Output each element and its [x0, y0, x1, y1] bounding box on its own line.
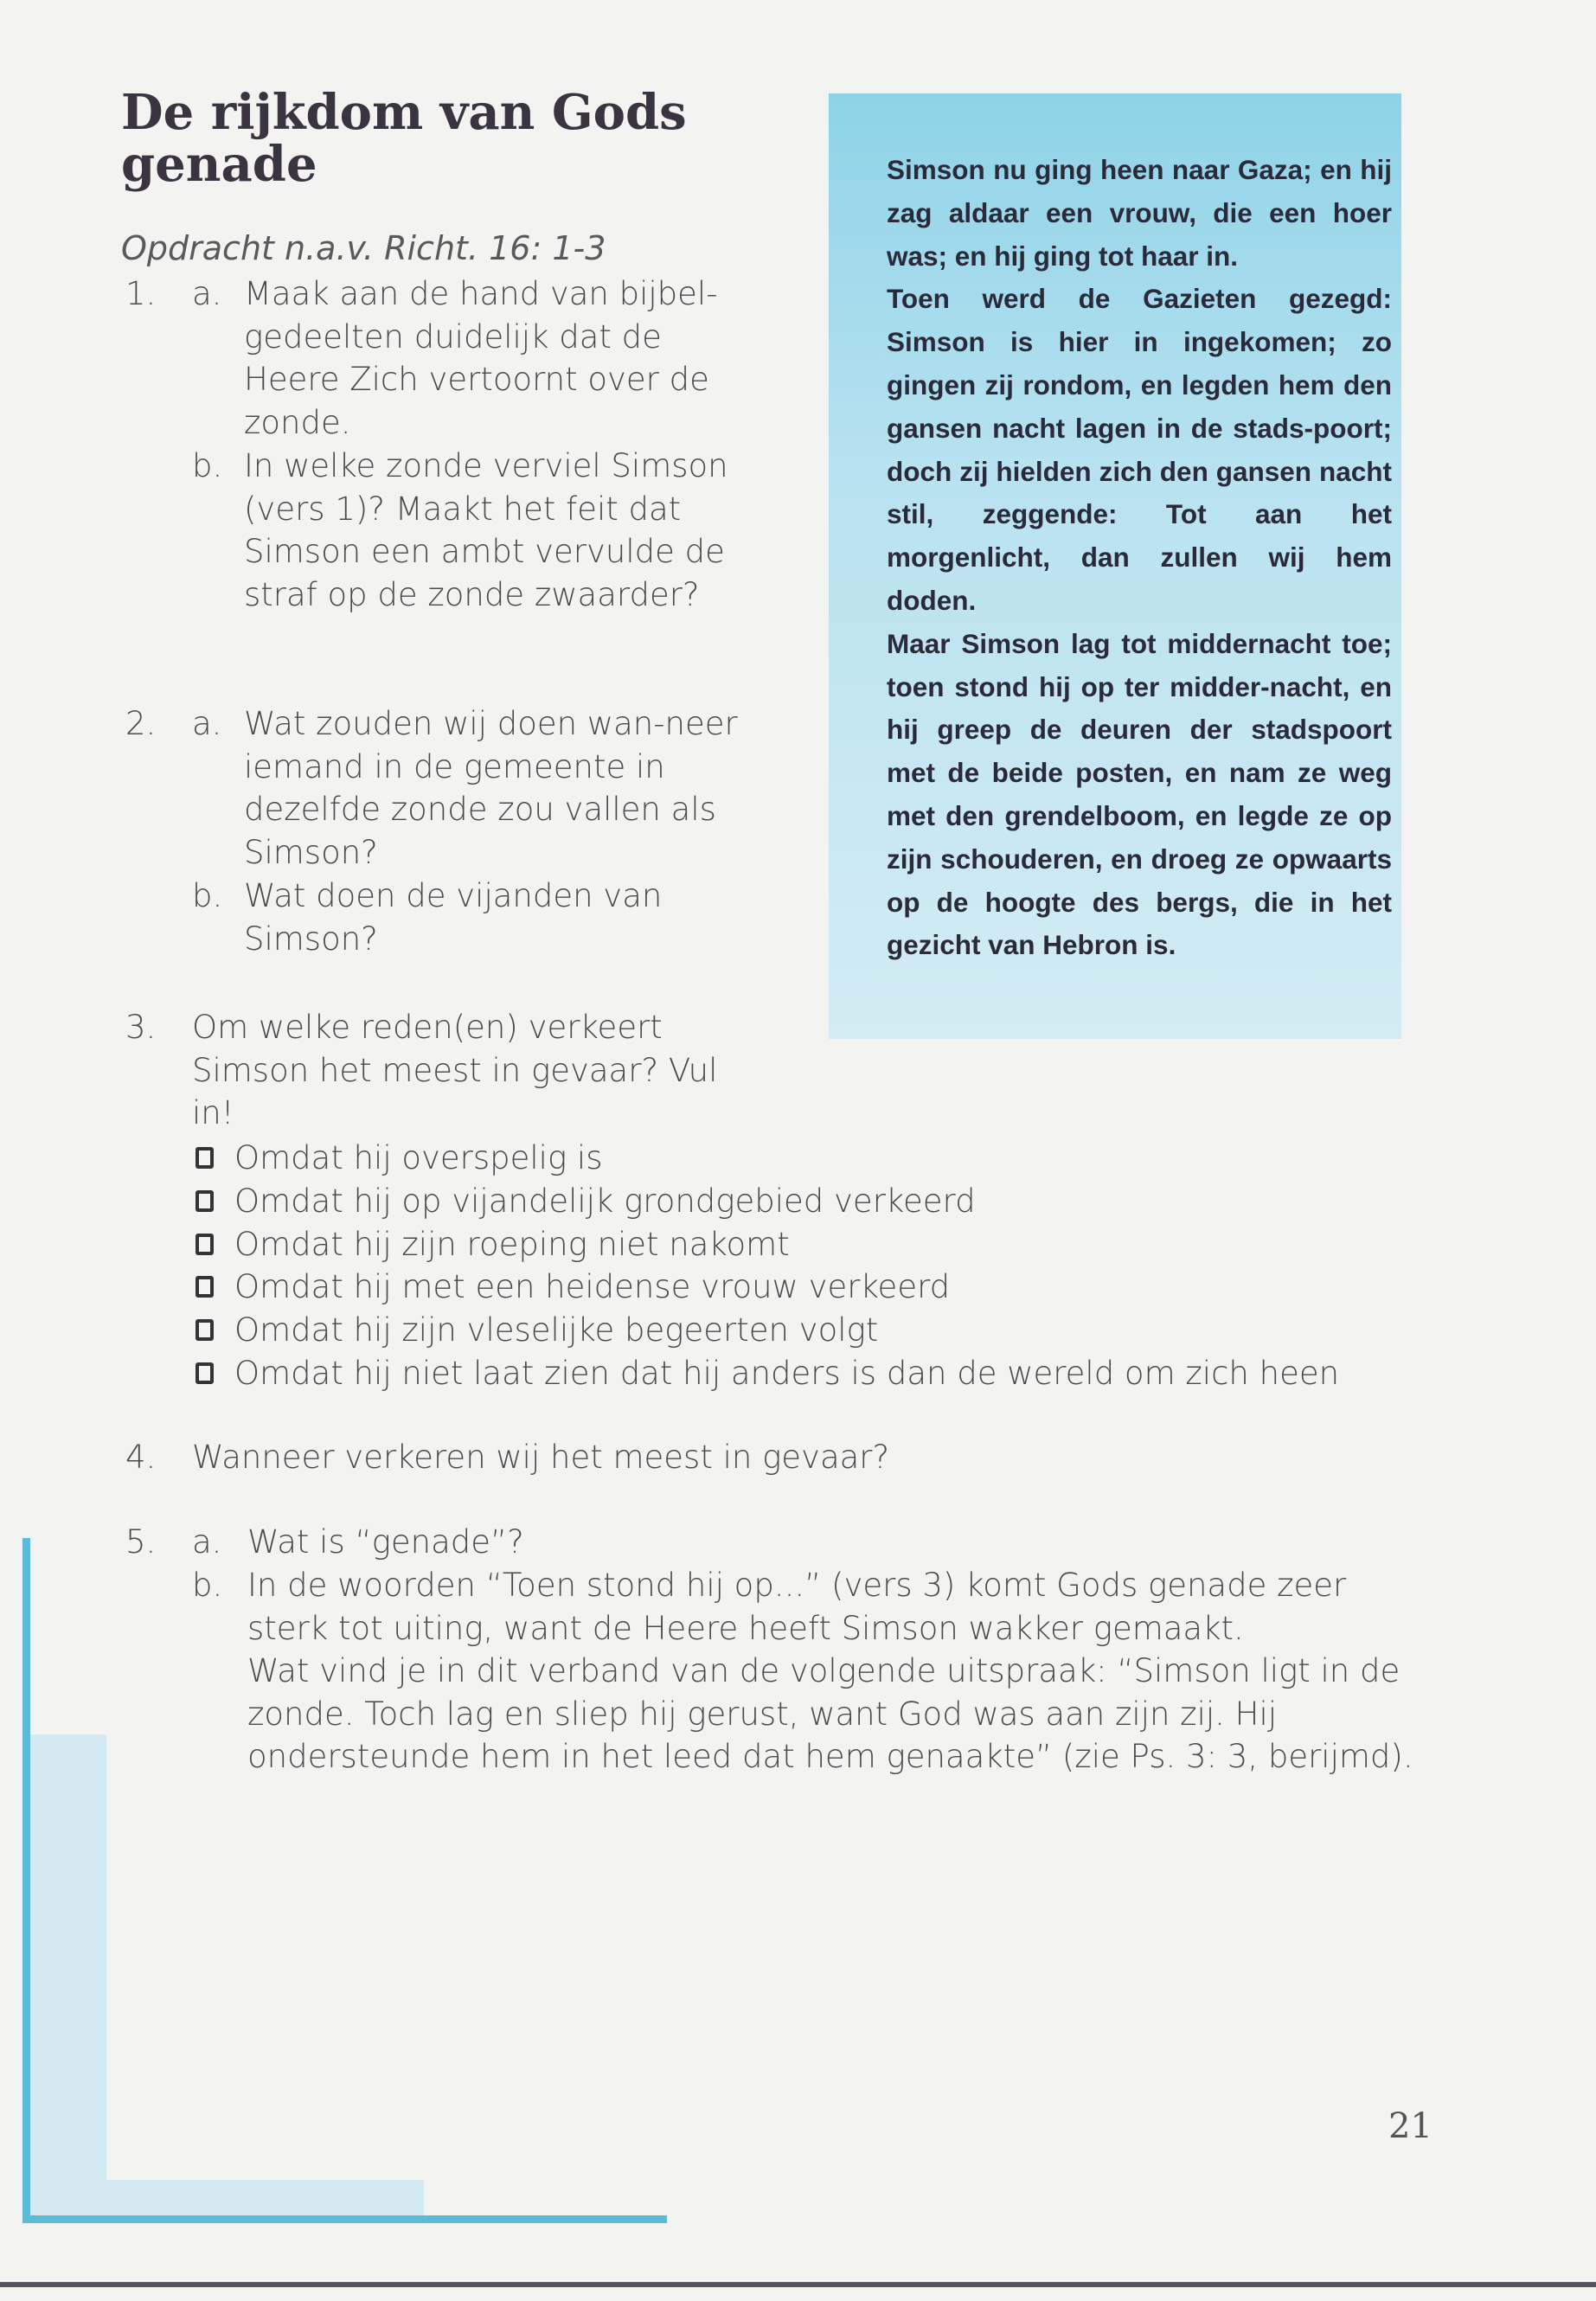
checkbox-option[interactable] — [192, 1222, 1472, 1266]
question-5b-text-continued: Wat vind je in dit verband van de volgende uitspraak: “Simson ligt in de zonde. Toch lag en sliep hij gerust, want God was aan zijn zij. Hij ondersteunde hem in het leed dat hem genaakte” (zie Ps. 3: 3, berijmd). — [247, 1652, 1413, 1776]
checkbox-icon[interactable] — [195, 1147, 214, 1169]
checkbox-icon[interactable] — [195, 1190, 214, 1212]
assignment-reference: Opdracht n.a.v. Richt. 16: 1-3 — [121, 229, 606, 267]
decorative-block — [30, 1734, 106, 2215]
checkbox-icon[interactable] — [195, 1362, 214, 1384]
question-3-number: 3. — [125, 1009, 157, 1046]
question-5a-label: a. — [192, 1523, 222, 1561]
checkbox-icon[interactable] — [195, 1234, 214, 1255]
checkbox-list — [192, 1137, 1472, 1394]
scripture-paragraph: Toen werd de Gazieten gezegd: Simson is hier in ingekomen; zo gingen zij rondom, en legden hem den gansen nacht lagen in de stads-poort; doch zij hielden zich den gansen nacht stil, zeggende: Tot aan het morgenlicht, dan zullen wij hem doden. — [887, 283, 1392, 616]
checkbox-option[interactable] — [192, 1137, 1472, 1180]
question-3-text: Om welke reden(en) verkeert Simson het meest in gevaar? Vul in! — [192, 1009, 718, 1132]
page-title: De rijkdom van Gods genade — [121, 84, 687, 193]
option-label: Omdat hij overspelig is — [234, 1139, 603, 1177]
decorative-bar-horizontal — [22, 2215, 667, 2223]
scripture-paragraph: Simson nu ging heen naar Gaza; en hij zag aldaar een vrouw, die een hoer was; en hij ging tot haar in. — [887, 154, 1392, 272]
page-number: 21 — [1388, 2106, 1433, 2146]
question-5-number: 5. — [125, 1523, 157, 1561]
scripture-text — [887, 149, 1392, 967]
checkbox-icon[interactable] — [195, 1319, 214, 1341]
question-1a-label: a. — [192, 275, 222, 312]
scripture-paragraph: Maar Simson lag tot middernacht toe; toen stond hij op ter midder-nacht, en hij greep de deuren der stadspoort met de beide posten, en nam ze weg met den grendelboom, en legde ze op zijn schouderen, en droeg ze opwaarts op de hoogte des bergs, die in het gezicht van Hebron is. — [887, 627, 1392, 961]
question-2a-text: Wat zouden wij doen wan-neer iemand in de gemeente in dezelfde zonde zou vallen als Simson? — [244, 705, 738, 872]
checkbox-option[interactable] — [192, 1351, 1472, 1394]
checkbox-option[interactable] — [192, 1180, 1472, 1223]
question-2a-label: a. — [192, 705, 222, 742]
decorative-block — [30, 2180, 424, 2215]
question-1a-text: Maak aan de hand van bijbel-gedeelten duidelijk dat de Heere Zich vertoornt over de zonde. — [244, 275, 718, 442]
option-label: Omdat hij met een heidense vrouw verkeerd — [234, 1268, 951, 1306]
checkbox-icon[interactable] — [195, 1276, 214, 1298]
question-1b-label: b. — [192, 447, 223, 484]
option-label: Omdat hij zijn vleselijke begeerten volgt — [234, 1311, 879, 1349]
question-2b-label: b. — [192, 877, 223, 914]
question-5b-text: In de woorden “Toen stond hij op...” (vers 3) komt Gods genade zeer sterk tot uiting, want de Heere heeft Simson wakker gemaakt. — [247, 1567, 1347, 1647]
question-2b-text: Wat doen de vijanden van Simson? — [244, 877, 663, 958]
question-5b-label: b. — [192, 1567, 223, 1604]
option-label: Omdat hij op vijandelijk grondgebied verkeerd — [234, 1183, 976, 1221]
question-1b-text: In welke zonde verviel Simson (vers 1)? Maakt het feit dat Simson een ambt vervulde de straf op de zonde zwaarder? — [244, 447, 728, 614]
question-5a-text: Wat is “genade”? — [247, 1523, 524, 1561]
checkbox-option[interactable] — [192, 1266, 1472, 1309]
question-4-text: Wanneer verkeren wij het meest in gevaar? — [192, 1439, 890, 1476]
page-edge-strip — [0, 2282, 1596, 2287]
option-label: Omdat hij zijn roeping niet nakomt — [234, 1225, 790, 1263]
checkbox-option[interactable] — [192, 1309, 1472, 1352]
option-label: Omdat hij niet laat zien dat hij anders is dan de wereld om zich heen — [234, 1354, 1340, 1392]
question-1-number: 1. — [125, 275, 157, 312]
question-2-number: 2. — [125, 705, 157, 742]
decorative-bar-vertical — [22, 1538, 30, 2221]
question-4-number: 4. — [125, 1439, 157, 1476]
